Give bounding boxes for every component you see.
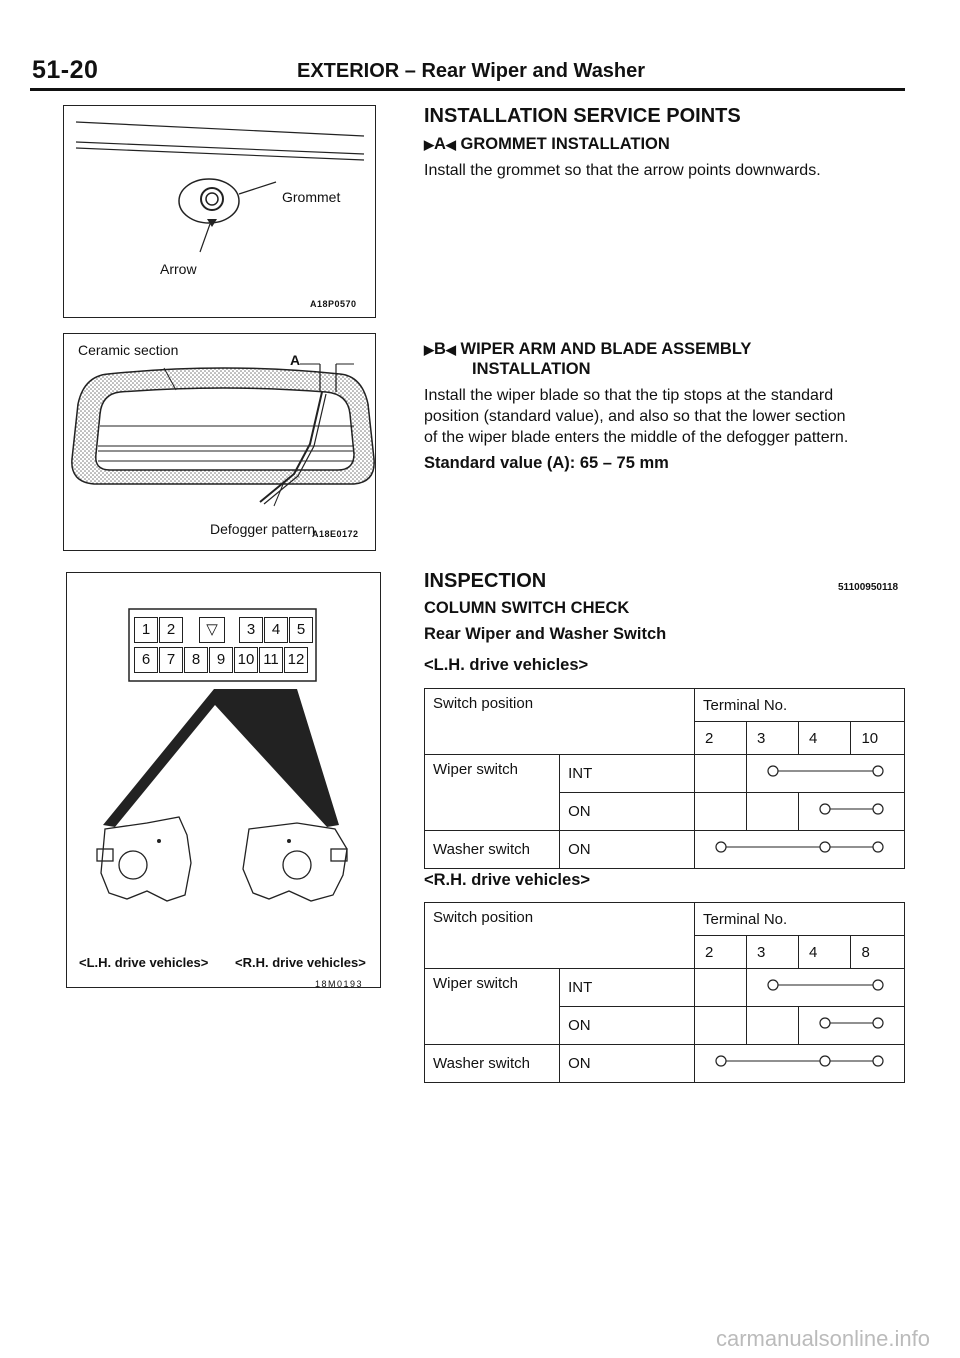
defogger-pattern-label: Defogger pattern [210, 521, 316, 537]
connector-figure [66, 572, 381, 988]
wiper-installation-title-2: INSTALLATION [472, 360, 591, 378]
wiper-text-line-3: of the wiper blade enters the middle of the defogger pattern. [424, 429, 849, 446]
lh-connector-label: <L.H. drive vehicles> [79, 955, 209, 970]
washer-switch-label: Washer switch [425, 1045, 560, 1083]
pin-6: 6 [134, 647, 158, 673]
switch-pos: INT [560, 755, 695, 793]
wiper-installation-text [424, 385, 904, 448]
ceramic-section-label: Ceramic section [78, 342, 179, 358]
continuity-4-8 [798, 1007, 904, 1045]
marker-a: A [434, 135, 446, 153]
grommet-figure-code: A18P0570 [310, 299, 357, 309]
lh-drive-title: <L.H. drive vehicles> [424, 656, 589, 674]
terminal-header: 3 [746, 722, 798, 755]
pin-12: 12 [284, 647, 308, 673]
lh-switch-table [424, 688, 905, 869]
arrow-label: Arrow [160, 261, 197, 277]
column-switch-check: COLUMN SWITCH CHECK [424, 599, 630, 617]
continuity-line [799, 793, 904, 826]
switch-pos: ON [560, 793, 695, 831]
standard-value: Standard value (A): 65 – 75 mm [424, 454, 669, 472]
marker-right-icon: ▶ [424, 342, 434, 357]
wiper-switch-label: Wiper switch [425, 755, 560, 831]
rh-switch-table [424, 902, 905, 1083]
terminal-no-header: Terminal No. [694, 903, 904, 936]
continuity-2-4-10 [694, 831, 904, 869]
wiper-drawing [64, 334, 377, 552]
rh-connector-label: <R.H. drive vehicles> [235, 955, 366, 970]
switch-pos: INT [560, 969, 695, 1007]
cell [694, 793, 746, 831]
cell [694, 1007, 746, 1045]
grommet-installation-text: Install the grommet so that the arrow points downwards. [424, 162, 821, 179]
dimension-a-label: A [290, 352, 301, 368]
terminal-header: 3 [746, 936, 798, 969]
cell [746, 1007, 798, 1045]
terminal-header: 2 [694, 936, 746, 969]
installation-heading: INSTALLATION SERVICE POINTS [424, 105, 741, 127]
wiper-figure-code: A18E0172 [312, 529, 359, 539]
connector-pin-row-1 [134, 617, 313, 643]
pin-9: 9 [209, 647, 233, 673]
switch-position-header: Switch position [425, 903, 695, 969]
terminal-header: 4 [798, 722, 850, 755]
grommet-installation-heading [424, 135, 670, 154]
switch-position-header: Switch position [425, 689, 695, 755]
grommet-label: Grommet [282, 189, 341, 205]
continuity-line [799, 1007, 904, 1040]
cell [694, 969, 746, 1007]
wiper-switch-label: Wiper switch [425, 969, 560, 1045]
continuity-3-10 [746, 755, 904, 793]
rh-drive-title: <R.H. drive vehicles> [424, 871, 591, 889]
inspection-heading: INSPECTION [424, 570, 547, 592]
grommet-figure [63, 105, 376, 318]
wiper-text-line-2: position (standard value), and also so that the lower section [424, 408, 846, 425]
continuity-3-8 [746, 969, 904, 1007]
continuity-2-4-8 [694, 1045, 904, 1083]
wiper-text-line-1: Install the wiper blade so that the tip stops at the standard [424, 387, 834, 404]
wiper-installation-title-1: WIPER ARM AND BLADE ASSEMBLY [460, 340, 752, 358]
grommet-drawing [64, 106, 377, 319]
switch-pos: ON [560, 831, 695, 869]
pin-7: 7 [159, 647, 183, 673]
continuity-4-10 [798, 793, 904, 831]
marker-right-icon: ▶ [424, 137, 434, 152]
inspection-code: 51100950118 [838, 582, 899, 593]
pin-4: 4 [264, 617, 288, 643]
pin-8: 8 [184, 647, 208, 673]
connector-figure-code: 18M0193 [315, 979, 364, 989]
header-rule [30, 88, 905, 91]
terminal-no-header: Terminal No. [694, 689, 904, 722]
continuity-line [747, 755, 904, 788]
page-title: EXTERIOR – Rear Wiper and Washer [297, 60, 646, 82]
wiper-installation-heading [424, 340, 751, 359]
terminal-header: 10 [851, 722, 905, 755]
pin-11: 11 [259, 647, 283, 673]
marker-left-icon: ◀ [445, 137, 456, 152]
page-number: 51-20 [32, 56, 99, 84]
cell [746, 793, 798, 831]
pin-3: 3 [239, 617, 263, 643]
washer-switch-label: Washer switch [425, 831, 560, 869]
continuity-line [695, 1045, 904, 1078]
wiper-figure [63, 333, 376, 551]
continuity-line [747, 969, 904, 1002]
grommet-installation-title: GROMMET INSTALLATION [460, 135, 670, 153]
rear-wiper-washer-switch: Rear Wiper and Washer Switch [424, 625, 667, 643]
pin-2: 2 [159, 617, 183, 643]
terminal-header: 8 [851, 936, 905, 969]
pin-1: 1 [134, 617, 158, 643]
pin-10: 10 [234, 647, 258, 673]
cell [694, 755, 746, 793]
pin-5: 5 [289, 617, 313, 643]
key-icon: ▽ [199, 617, 225, 643]
switch-pos: ON [560, 1007, 695, 1045]
continuity-line [695, 831, 904, 864]
connector-pin-row-2 [134, 647, 308, 673]
switch-pos: ON [560, 1045, 695, 1083]
watermark: carmanualsonline.info [715, 1326, 930, 1351]
marker-b: B [434, 340, 446, 358]
terminal-header: 2 [694, 722, 746, 755]
terminal-header: 4 [798, 936, 850, 969]
marker-left-icon: ◀ [445, 342, 456, 357]
